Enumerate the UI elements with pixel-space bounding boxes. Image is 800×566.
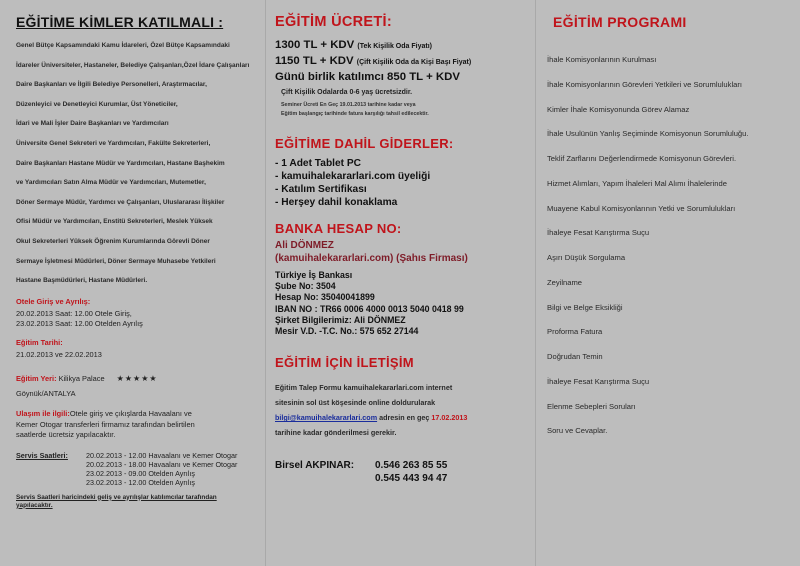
shuttle-row xyxy=(16,478,259,487)
shuttle-time: 23.02.2013 - 09.00 Otelden Ayrılış xyxy=(86,469,195,479)
fee-column xyxy=(265,0,535,566)
bank-line: Şube No: 3504 xyxy=(275,281,336,292)
participant-line: İdareler Üniversiteler, Hastaneler, Belediye Çalışanları,Özel İdare Çalışanları xyxy=(16,61,250,69)
hotel-stars: ★★★★★ xyxy=(116,374,158,384)
participant-line: Okul Sekreterleri Yüksek Öğrenim Kurumlarında Görevli Döner xyxy=(16,237,210,245)
program-item: Proforma Fatura xyxy=(547,327,603,337)
shuttle-time: 20.02.2013 - 18.00 Havaalanı ve Kemer Otogar xyxy=(86,459,238,469)
child-note: Çift Kişilik Odalarda 0-6 yaş ücretsizdir. xyxy=(281,89,413,96)
participants-list xyxy=(16,36,259,291)
shuttle-label xyxy=(16,469,86,478)
program-item: Aşırı Düşük Sorgulama xyxy=(547,253,626,262)
contact-text xyxy=(275,380,531,440)
bank-title: BANKA HESAP NO: xyxy=(275,221,402,236)
bank-details xyxy=(275,270,531,337)
price-single xyxy=(275,38,531,54)
shuttle-label: Servis Saatleri: xyxy=(16,450,68,460)
program-item: Zeyilname xyxy=(547,277,583,287)
program-item: Doğrudan Temin xyxy=(547,352,603,361)
shuttle-row xyxy=(16,460,259,469)
contact-mid-text: adresin en geç xyxy=(377,413,432,423)
transport-line-3: saatlerde ücretsiz yapılacaktır. xyxy=(16,430,116,440)
shuttle-row xyxy=(16,469,259,478)
program-item: Kimler İhale Komisyonunda Görev Alamaz xyxy=(547,104,690,114)
included-item: - 1 Adet Tablet PC xyxy=(275,158,362,169)
program-title: EĞİTİM PROGRAMI xyxy=(553,14,687,30)
program-item: İhaleye Fesat Karıştırma Suçu xyxy=(547,228,650,238)
participant-line: Sermaye İşletmesi Müdürleri, Döner Sermaye Muhasebe Yetkileri xyxy=(16,257,216,265)
shuttle-time: 20.02.2013 - 12.00 Havaalanı ve Kemer Otogar xyxy=(86,450,238,460)
bank-line: Türkiye İş Bankası xyxy=(275,270,353,280)
shuttle-label xyxy=(16,478,86,487)
contact-line: tarihine kadar gönderilmesi gerekir. xyxy=(275,428,397,438)
program-item: Bilgi ve Belge Eksikliği xyxy=(547,302,623,312)
program-item: İhale Komisyonlarının Kurulması xyxy=(547,55,657,64)
bank-line: Hesap No: 35040041899 xyxy=(275,292,375,303)
participant-line: Ofisi Müdür ve Yardımcıları, Enstitü Sekreterleri, Meslek Yüksek xyxy=(16,218,213,226)
price-single-note: (Tek Kişilik Oda Fiyatı) xyxy=(357,43,432,50)
bank-line: IBAN NO : TR66 0006 4000 0013 5040 0418 99 xyxy=(275,303,464,314)
program-list xyxy=(547,48,794,444)
contact-person xyxy=(275,460,531,485)
transport-line-1 xyxy=(16,409,259,420)
participants-title: EĞİTİME KİMLER KATILMALI : xyxy=(16,14,224,30)
participant-line: Daire Başkanları Hastane Müdür ve Yardımcıları, Hastane Başhekim xyxy=(16,159,225,167)
included-item: - Herşey dahil konaklama xyxy=(275,197,398,208)
program-item: İhale Usulünün Yanlış Seçiminde Komisyonun Sorumluluğu. xyxy=(547,129,749,139)
contact-line: sitesinin sol üst köşesinde online doldurularak xyxy=(275,398,436,408)
included-title: EĞİTİME DAHİL GİDERLER: xyxy=(275,136,454,151)
shuttle-note xyxy=(16,494,259,510)
program-item: Elenme Sebepleri Soruları xyxy=(547,401,636,411)
transport-label: Ulaşım ile ilgili: xyxy=(16,409,70,419)
included-list xyxy=(275,157,531,209)
program-item: Hizmet Alımları, Yapım İhaleleri Mal Alımı İhalelerinde xyxy=(547,178,727,188)
training-venue-label: Eğitim Yeri: xyxy=(16,374,57,384)
fee-title: EĞİTİM ÜCRETİ: xyxy=(275,14,392,30)
contact-phone: 0.546 263 85 55 xyxy=(375,460,448,472)
contact-person-name: Birsel AKPINAR: xyxy=(275,460,355,472)
contact-deadline: 17.02.2013 xyxy=(431,413,468,423)
training-venue-city: Göynük/ANTALYA xyxy=(16,388,76,398)
contact-line xyxy=(275,410,531,425)
price-daily: Günü birlik katılımcı 850 TL + KDV xyxy=(275,71,460,83)
transport-text-1: Otele giriş ve çıkışlarda Havaalanı ve xyxy=(69,409,192,419)
program-item: Muayene Kabul Komisyonlarının Yetki ve Sorumlulukları xyxy=(547,203,736,213)
contact-email-link[interactable]: bilgi@kamuihalekararlari.com xyxy=(275,413,378,423)
included-item: - Katılım Sertifikası xyxy=(275,184,367,195)
account-owner: Ali DÖNMEZ xyxy=(275,240,334,251)
participant-line: Üniversite Genel Sekreteri ve Yardımcıları, Fakülte Sekreterleri, xyxy=(16,139,211,147)
participant-line: Hastane Başmüdürleri, Hastane Müdürleri. xyxy=(16,277,148,285)
participant-line: Genel Bütçe Kapsamındaki Kamu İdareleri, Özel Bütçe Kapsamındaki xyxy=(16,42,230,49)
shuttle-time: 23.02.2013 - 12.00 Otelden Ayrılış xyxy=(86,478,195,488)
account-firm: (kamuihalekararlari.com) (Şahıs Firması) xyxy=(275,252,468,264)
price-double-amount: 1150 TL + KDV xyxy=(275,55,354,67)
program-column xyxy=(535,0,800,566)
participants-column xyxy=(0,0,265,566)
transport-line-2: Kemer Otogar transferleri firmamız tarafından belirtilen xyxy=(16,419,195,429)
participant-line: Daire Başkanları ve İlgili Belediye Personelleri, Araştırmacılar, xyxy=(16,81,207,89)
price-double-note: (Çift Kişilik Oda da Kişi Başı Fiyat) xyxy=(356,59,472,66)
payment-note-line: Seminer Ücreti En Geç 19.01.2013 tarihine kadar veya xyxy=(281,102,416,108)
payment-note xyxy=(275,101,531,118)
bank-line: Mesir V.D. -T.C. No.: 575 652 27144 xyxy=(275,326,419,337)
hotel-checkin-line: 20.02.2013 Saat: 12.00 Otele Giriş, xyxy=(16,308,132,318)
training-venue-name: Kilikya Palace xyxy=(58,374,105,384)
shuttle-note-line: yapılacaktır. xyxy=(16,501,53,509)
contact-title: EĞİTİM İÇİN İLETİŞİM xyxy=(275,355,414,371)
program-item: Teklif Zarflarını Değerlendirmede Komisyonun Görevleri. xyxy=(547,154,737,163)
participant-line: İdari ve Mali İşler Daire Başkanları ve Yardımcıları xyxy=(16,120,169,128)
program-item: Soru ve Cevaplar. xyxy=(547,426,608,436)
shuttle-schedule xyxy=(16,451,259,488)
training-venue-line xyxy=(16,374,259,385)
shuttle-note-line: Servis Saatleri haricindeki geliş ve ayrılışlar katılımcılar tarafından xyxy=(16,493,217,501)
hotel-checkin-title: Otele Giriş ve Ayrılış: xyxy=(16,296,91,306)
training-date-title: Eğitim Tarihi: xyxy=(16,337,63,347)
participant-line: ve Yardımcıları Satın Alma Müdür ve Yardımcıları, Mutemetler, xyxy=(16,179,206,187)
hotel-checkout-line: 23.02.2013 Saat: 12.00 Otelden Ayrılış xyxy=(16,319,143,329)
program-item: İhaleye Fesat Karıştırma Suçu xyxy=(547,376,650,386)
participant-line: Döner Sermaye Müdür, Yardımcı ve Çalışanları, Uluslararası İlişkiler xyxy=(16,198,225,206)
participant-line: Düzenleyici ve Denetleyici Kurumlar, Üst Yöneticiler, xyxy=(16,100,178,108)
contact-line: Eğitim Talep Formu kamuihalekararlari.com internet xyxy=(275,383,453,393)
payment-note-line: Eğitim başlangıç tarihinde fatura karşılığı tahsil edilecektir. xyxy=(281,110,429,117)
price-single-amount: 1300 TL + KDV xyxy=(275,39,355,51)
shuttle-row xyxy=(16,451,259,460)
training-date-text: 21.02.2013 ve 22.02.2013 xyxy=(16,349,102,359)
contact-phone: 0.545 443 94 47 xyxy=(375,472,448,484)
shuttle-label xyxy=(16,460,86,469)
price-double xyxy=(275,54,531,70)
included-item: - kamuihalekararlari.com üyeliği xyxy=(275,171,431,182)
bank-line: Şirket Bilgilerimiz: Ali DÖNMEZ xyxy=(275,314,406,325)
program-item: İhale Komisyonlarının Görevleri Yetkileri ve Sorumlulukları xyxy=(547,79,742,89)
